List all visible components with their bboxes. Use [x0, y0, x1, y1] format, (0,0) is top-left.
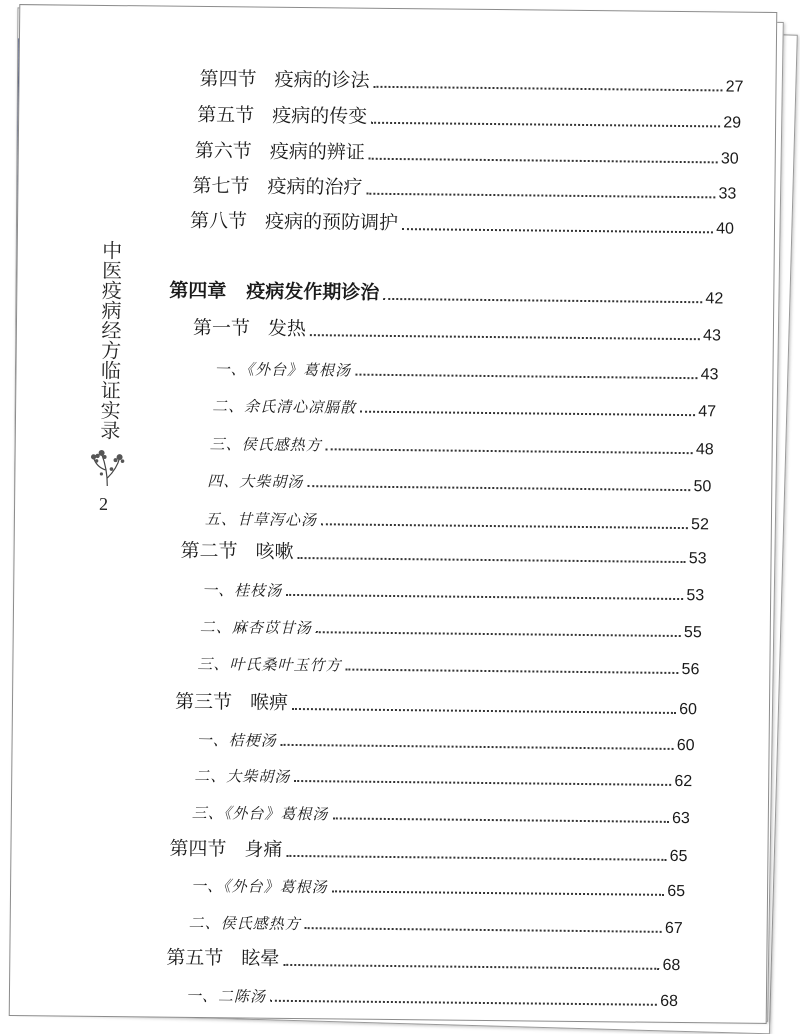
toc-entry-label [175, 687, 288, 715]
toc-entry-number: 第七节 [192, 174, 250, 198]
toc-entry-label [194, 765, 290, 787]
toc-entry-page: 63 [671, 809, 690, 828]
toc-entry-label [210, 433, 322, 455]
dot-leader [326, 447, 693, 454]
dot-leader [305, 926, 662, 933]
toc-entry-page: 53 [686, 587, 705, 605]
toc-entry-title: 二、侯氏感热方 [188, 913, 301, 934]
toc-entry-label [186, 985, 266, 1007]
toc-entry-label [202, 579, 282, 601]
toc-entry-title: 疫病的辨证 [269, 140, 365, 164]
toc-entry-label [189, 912, 301, 934]
toc-entry-page: 52 [691, 516, 709, 534]
toc-item-entry[interactable] [191, 870, 685, 901]
toc-section-entry[interactable] [190, 207, 734, 239]
toc-item-entry[interactable] [210, 428, 714, 459]
toc-section-entry[interactable] [197, 101, 741, 133]
toc-item-entry[interactable] [207, 465, 711, 496]
toc-entry-label [207, 470, 303, 492]
toc-entry-label [169, 276, 379, 305]
toc-entry-page: 60 [676, 736, 695, 755]
toc-section-entry[interactable] [193, 314, 721, 346]
toc-entry-number: 第三节 [174, 690, 233, 714]
toc-entry-label [197, 100, 367, 129]
toc-entry-page: 53 [688, 550, 707, 568]
toc-entry-title: 身痛 [244, 838, 283, 861]
toc-entry-title: 二、麻杏苡甘汤 [199, 617, 312, 638]
toc-entry-title: 发热 [267, 317, 307, 341]
dot-leader [298, 556, 686, 563]
toc-section-entry[interactable] [195, 137, 739, 169]
toc-entry-label [200, 616, 312, 638]
toc-entry-number: 第二节 [180, 539, 238, 563]
toc-entry-number: 第四节 [199, 67, 257, 91]
page-number: 2 [98, 493, 109, 515]
dot-leader [281, 743, 674, 750]
toc-entry-label [193, 313, 306, 341]
dot-leader [292, 707, 676, 714]
toc-entry-title: 五、甘草泻心汤 [204, 510, 318, 530]
toc-item-entry[interactable] [200, 611, 702, 642]
toc-entry-page: 65 [669, 847, 688, 866]
toc-entry-label [195, 136, 365, 165]
toc-entry-label [205, 508, 317, 530]
toc-entry-page: 62 [674, 772, 693, 791]
toc-entry-page: 30 [720, 150, 739, 168]
toc-entry-title: 一、《外台》葛根汤 [214, 360, 352, 380]
toc-entry-label [197, 653, 341, 676]
toc-item-entry[interactable] [212, 390, 716, 421]
toc-item-entry[interactable] [205, 503, 709, 534]
toc-section-entry[interactable] [169, 835, 687, 866]
toc-entry-label [191, 875, 328, 897]
toc-item-entry[interactable] [192, 797, 690, 828]
toc-entry-title: 四、大柴胡汤 [207, 472, 304, 492]
toc-entry-title: 疫病的预防调护 [264, 210, 399, 235]
dot-leader [383, 297, 702, 303]
toc-entry-label [192, 171, 362, 200]
dot-leader [369, 157, 718, 164]
toc-entry-page: 48 [695, 441, 714, 459]
dot-leader [360, 410, 695, 417]
dot-leader [270, 999, 657, 1006]
toc-entry-page: 27 [725, 78, 744, 96]
toc-entry-title: 二、大柴胡汤 [194, 766, 291, 786]
toc-entry-label [192, 802, 329, 824]
toc-item-entry[interactable] [189, 907, 683, 938]
toc-entry-title: 二、余氏清心凉膈散 [212, 397, 357, 417]
toc-entry-title: 三、侯氏感热方 [209, 435, 322, 455]
toc-page [9, 4, 778, 1024]
toc-section-entry[interactable] [199, 65, 743, 97]
toc-entry-number: 第五节 [166, 946, 224, 970]
toc-section-entry[interactable] [175, 688, 697, 719]
toc-item-entry[interactable] [214, 353, 718, 384]
toc-entry-page: 29 [723, 114, 742, 132]
dot-leader [316, 630, 681, 637]
toc-entry-label [212, 395, 356, 418]
dot-leader [283, 963, 659, 970]
dot-leader [321, 522, 688, 529]
dot-leader [307, 484, 690, 491]
toc-section-entry[interactable] [180, 537, 706, 569]
toc-entry-label [214, 358, 351, 380]
dot-leader [366, 192, 715, 199]
toc-entry-title: 疫病的传变 [272, 104, 368, 128]
toc-section-entry[interactable] [192, 172, 736, 204]
toc-entry-page: 43 [700, 366, 719, 384]
toc-entry-title: 一、《外台》葛根汤 [191, 876, 328, 897]
toc-entry-label [199, 64, 369, 93]
toc-entry-page: 55 [683, 624, 702, 642]
toc-item-entry[interactable] [194, 760, 692, 791]
toc-entry-page: 56 [681, 661, 700, 679]
toc-entry-page: 33 [718, 185, 737, 203]
toc-item-entry[interactable] [202, 574, 704, 605]
toc-entry-label [169, 834, 282, 862]
toc-entry-page: 47 [698, 403, 717, 421]
toc-entry-title: 疫病的诊法 [274, 68, 370, 92]
dot-leader [345, 668, 678, 674]
toc-entry-title: 疫病发作期诊治 [246, 280, 380, 304]
toc-item-entry[interactable] [197, 648, 699, 679]
toc-entry-title: 喉痹 [249, 691, 289, 714]
toc-entry-page: 60 [679, 701, 698, 719]
dot-leader [310, 333, 700, 340]
toc-entry-page: 40 [716, 220, 735, 238]
running-book-title: 中医疫病经方临证实录 [96, 239, 123, 441]
toc-entry-label [166, 943, 279, 971]
toc-entry-title: 三、叶氏桑叶玉竹方 [197, 654, 342, 675]
toc-entry-label [180, 536, 293, 564]
dot-leader [371, 121, 720, 128]
toc-entry-title: 咳嗽 [255, 540, 294, 563]
toc-entry-page: 43 [702, 327, 721, 345]
dot-leader [373, 85, 722, 92]
dot-leader [286, 593, 683, 600]
toc-entry-number: 第一节 [192, 316, 251, 340]
toc-chapter-entry[interactable] [169, 277, 723, 309]
toc-entry-title: 疫病的治疗 [267, 175, 363, 199]
toc-entry-page: 68 [660, 992, 678, 1011]
table-of-contents [10, 5, 777, 1023]
toc-section-entry[interactable] [166, 944, 680, 975]
toc-entry-number: 第六节 [194, 139, 252, 163]
toc-entry-title: 眩晕 [241, 947, 280, 970]
toc-entry-number: 第八节 [189, 209, 248, 233]
toc-entry-page: 65 [667, 882, 686, 901]
toc-entry-page: 50 [693, 478, 712, 496]
toc-entry-number: 第四章 [169, 279, 227, 303]
dot-leader [332, 889, 665, 895]
dot-leader [402, 227, 713, 233]
toc-item-entry[interactable] [197, 724, 695, 755]
toc-entry-title: 一、桂枝汤 [202, 581, 283, 600]
dot-leader [332, 816, 669, 823]
toc-entry-number: 第四节 [169, 837, 227, 861]
toc-entry-page: 68 [662, 956, 681, 975]
toc-entry-page: 67 [664, 919, 683, 938]
toc-entry-title: 三、《外台》葛根汤 [191, 803, 329, 824]
toc-entry-number: 第五节 [197, 103, 255, 127]
toc-entry-page: 42 [705, 290, 724, 308]
dot-leader [355, 373, 698, 380]
toc-entry-title: 一、桔梗汤 [196, 730, 277, 750]
toc-item-entry[interactable] [186, 980, 678, 1011]
dot-leader [294, 779, 671, 786]
dot-leader [286, 854, 666, 861]
toc-entry-title: 一、二陈汤 [185, 986, 267, 1006]
toc-entry-label [190, 206, 398, 235]
toc-entry-label [197, 729, 277, 751]
